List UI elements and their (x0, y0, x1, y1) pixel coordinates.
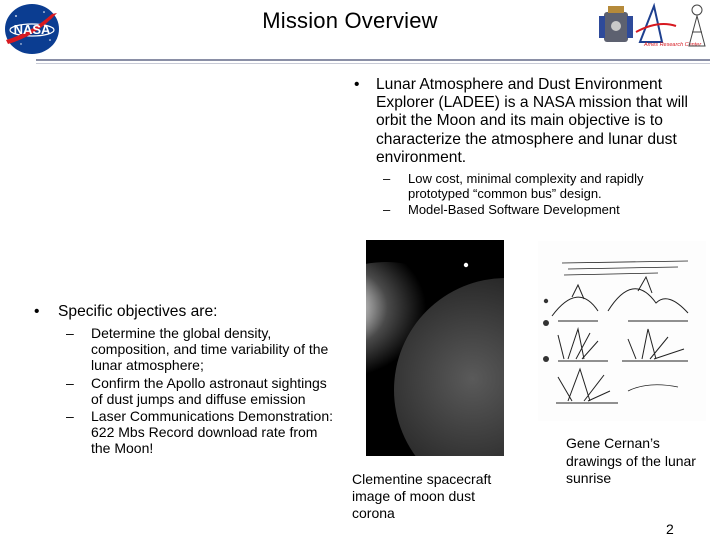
cernan-caption: Gene Cernan’s drawings of the lunar sunrise (566, 435, 696, 486)
mission-description: Lunar Atmosphere and Dust Environment Explorer (LADEE) is a NASA mission that will orbit the Moon and its main objective is to characterize the atmosphere and lunar dust environment. (376, 76, 688, 166)
objectives-list (66, 325, 336, 458)
objectives-heading: Specific objectives are: (58, 303, 218, 320)
list-item: – Low cost, minimal complexity and rapidly prototyped “common bus” design. (383, 171, 644, 201)
list-item: – Determine the global density, composition, and time variability of the lunar atmosphere; (66, 325, 329, 374)
svg-text:Ames Research Center: Ames Research Center (644, 42, 702, 48)
bullet-dot: • (34, 303, 40, 320)
bullet-dot: • (354, 76, 360, 93)
page-number: 2 (666, 521, 674, 537)
clementine-caption: Clementine spacecraft image of moon dust corona (352, 471, 492, 521)
cernan-sketch-image (538, 241, 706, 421)
list-item: – Model-Based Software Development (383, 202, 620, 217)
list-item: – Laser Communications Demonstration: 622 Mbs Record download rate from the Moon! (66, 408, 333, 457)
clementine-moon-image (366, 240, 504, 456)
header-divider (36, 59, 710, 61)
list-item: – Confirm the Apollo astronaut sightings of dust jumps and diffuse emission (66, 374, 327, 407)
svg-text:NASA: NASA (13, 22, 51, 37)
header-divider-thin (36, 63, 710, 64)
slide-title: Mission Overview (262, 8, 438, 33)
mission-sub-list (383, 171, 703, 218)
